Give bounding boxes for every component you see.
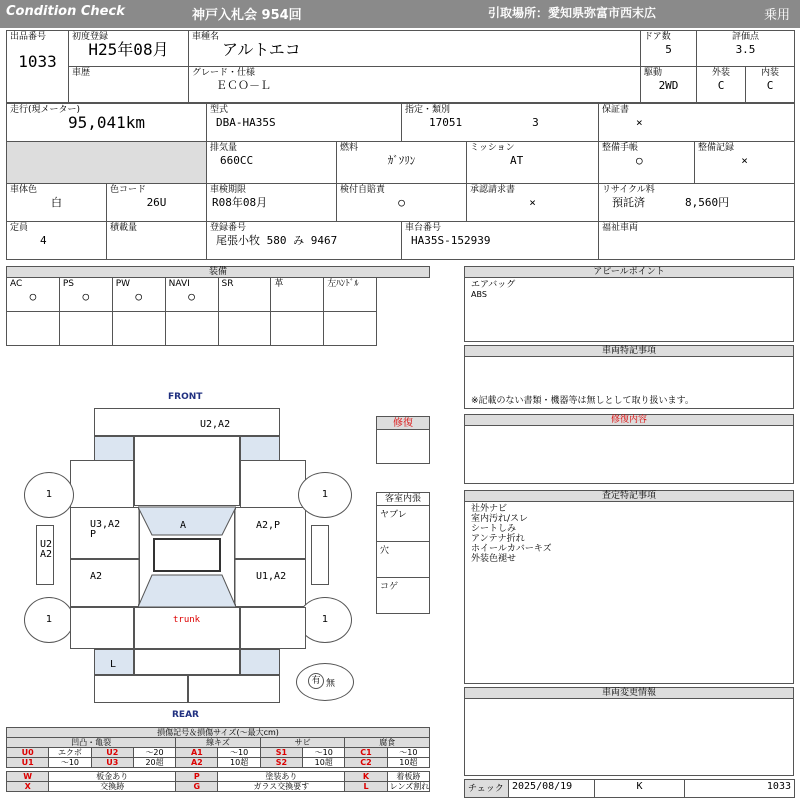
repair-title: 修復 (376, 416, 430, 430)
score-value: 3.5 (735, 43, 756, 56)
recycle-label: リサイクル料 (602, 185, 655, 195)
mileage-label: 走行(現メーター) (10, 105, 81, 115)
legend-cell: K (345, 772, 387, 782)
capacity-value: 4 (40, 234, 47, 247)
repair-content-box (464, 426, 794, 484)
approval-label: 承認請求書 (470, 185, 516, 195)
check-row (464, 779, 795, 798)
legend-cell: ～10 (218, 748, 260, 758)
legend-cell: U2 (91, 748, 133, 758)
equip-label: 左ﾊﾝﾄﾞﾙ (327, 279, 359, 289)
maint-value: × (741, 154, 748, 167)
tire-rear-right[interactable]: 1 (298, 597, 352, 643)
color-code-value: 26U (146, 196, 167, 209)
legend-cell: C1 (345, 748, 387, 758)
insurance-value: ○ (398, 196, 405, 209)
doors-label: ドア数 (644, 32, 671, 42)
equip-value: ○ (82, 290, 90, 303)
legend-cell: W (7, 772, 49, 782)
appeal-box (464, 278, 794, 342)
rear-label: REAR (172, 710, 199, 720)
equip-cell-1 (59, 278, 112, 312)
equipment-title: 装備 (6, 266, 430, 278)
assessment-line: 外装色褪せ (471, 554, 517, 564)
equip-cell-3 (165, 278, 218, 312)
repair-content-title: 修復内容 (464, 414, 794, 426)
left-rear-door[interactable] (70, 559, 140, 607)
legend-cell: 10超 (387, 758, 429, 768)
right-front-door[interactable] (234, 507, 306, 559)
legend-cell: C2 (345, 758, 387, 768)
tire-rear-left[interactable]: 1 (24, 597, 74, 643)
hood[interactable] (134, 436, 240, 506)
rear-right-corner[interactable] (240, 649, 280, 675)
manual-value: ○ (636, 154, 643, 167)
right-front-door-marks: A2,P (256, 520, 281, 531)
front-bumper[interactable] (94, 408, 280, 436)
legend-cell: U1 (7, 758, 49, 768)
repair-box (376, 430, 430, 464)
color-value: 白 (51, 196, 62, 209)
special-title: 車両特記事項 (464, 345, 794, 357)
equip-label: PS (62, 279, 75, 289)
left-side-marks: U2 A2 (40, 539, 53, 560)
right-rear-quarter[interactable] (240, 607, 306, 649)
rear-panel[interactable] (134, 649, 240, 675)
displacement-value: 660CC (220, 154, 254, 167)
model-name-label: 車種名 (192, 32, 220, 42)
assessment-line: 社外ナビ (471, 504, 508, 514)
lot-number: 1033 (18, 52, 57, 71)
type-value: DBA-HA35S (216, 116, 276, 129)
cabin-outline (138, 505, 236, 609)
insurance-label: 検付自賠責 (340, 185, 386, 195)
legend-cell: S1 (260, 748, 302, 758)
legend-cell: L (345, 782, 387, 792)
warranty-label: 保証書 (602, 105, 630, 115)
designation-label: 指定・類別 (405, 105, 451, 115)
manual-label: 整備手帳 (602, 143, 639, 153)
inspection-label: 車検期限 (210, 185, 247, 195)
cabin-item: コゲ (380, 582, 399, 592)
transmission-value: AT (510, 154, 524, 167)
legend-cell: A1 (176, 748, 218, 758)
model-name: アルトエコ (222, 40, 301, 59)
check-code: K (595, 780, 685, 798)
legend-cell: 交換跡 (49, 782, 176, 792)
spec-table (6, 103, 795, 260)
exterior-label: 外装 (711, 68, 730, 78)
equip-cell-0 (7, 278, 60, 312)
assessment-line: シートしみ (471, 524, 517, 534)
front-right-corner[interactable] (240, 436, 280, 461)
lot-label: 出品番号 (10, 32, 47, 42)
interior-grade: C (766, 79, 774, 92)
welfare-label: 福祉車両 (602, 223, 639, 233)
legend-cell: 板金あり (49, 772, 176, 782)
equip-label: PW (115, 279, 131, 289)
displacement-label: 排気量 (210, 143, 238, 153)
damage-legend (6, 727, 430, 792)
legend-group-rust: サビ (260, 738, 345, 748)
legend-cell: ～10 (303, 748, 345, 758)
front-left-corner[interactable] (94, 436, 134, 461)
plate-label: 登録番号 (210, 223, 247, 233)
special-box (464, 357, 794, 409)
legend-cell: A2 (176, 758, 218, 768)
legend-cell: 塗装あり (218, 772, 345, 782)
equip-cell-6 (324, 278, 377, 312)
legend-cell: レンズ割れ (387, 782, 429, 792)
load-label: 積載量 (110, 223, 138, 233)
legend-cell: U0 (7, 748, 49, 758)
cabin-panel (376, 492, 430, 614)
assessment-title: 査定特記事項 (464, 490, 794, 502)
spare-tire[interactable] (296, 663, 354, 701)
legend-cell: ～10 (387, 748, 429, 758)
legend-title: 損傷記号＆損傷サイズ(～最大cm) (7, 728, 430, 738)
doors-value: 5 (665, 43, 672, 56)
drive-value: 2WD (658, 79, 679, 92)
drive-label: 駆動 (644, 68, 663, 78)
grade-value: ＥＣＯ－Ｌ (216, 79, 271, 92)
auction-name: 神戸入札会 954回 (192, 8, 302, 23)
equip-cell-5 (271, 278, 324, 312)
left-rear-quarter[interactable] (70, 607, 134, 649)
fuel-label: 燃料 (340, 143, 359, 153)
change-box (464, 699, 794, 776)
tire-front-left[interactable]: 1 (24, 472, 74, 518)
equip-label: 革 (274, 279, 284, 289)
cabin-item: ヤブレ (377, 506, 429, 542)
legend-cell: 着板跡 (387, 772, 429, 782)
assessment-line: アンテナ折れ (471, 534, 525, 544)
recycle-fee: 8,560円 (685, 196, 730, 209)
rear-window[interactable] (138, 575, 236, 607)
left-rear-door-marks: A2 (90, 571, 103, 582)
color-code-label: 色コード (110, 185, 147, 195)
hood-marks: U2,A2 (200, 419, 231, 430)
legend-cell: エクボ (49, 748, 91, 758)
roof[interactable] (154, 539, 220, 571)
vehicle-category: 乗用 (764, 8, 791, 23)
header-title: Condition Check (6, 4, 125, 19)
transmission-label: ミッション (470, 143, 515, 153)
equip-value: ○ (135, 290, 142, 303)
score-label: 評価点 (731, 32, 759, 42)
history-label: 車歴 (72, 68, 91, 78)
spare-no: 無 (326, 679, 336, 689)
right-side-panel[interactable] (311, 525, 329, 585)
right-rear-door-marks: U1,A2 (256, 571, 287, 582)
header-bar (0, 0, 800, 28)
vehicle-info-table (6, 30, 795, 103)
rear-bumper-left[interactable] (94, 675, 188, 703)
legend-cell: S2 (260, 758, 302, 768)
windshield-marks: A (180, 520, 187, 531)
assessment-line: 室内汚れ/スレ (471, 514, 529, 524)
legend-cell: 10超 (303, 758, 345, 768)
legend-cell: ～10 (49, 758, 91, 768)
interior-label: 内装 (760, 68, 779, 78)
plate-value: 尾張小牧 580 み 9467 (216, 234, 338, 247)
classification-value: 3 (532, 116, 539, 129)
mileage-value: 95,041km (67, 113, 146, 132)
windshield[interactable] (138, 507, 236, 535)
cabin-title: 客室内張 (377, 493, 429, 506)
color-label: 車体色 (10, 185, 38, 195)
special-note: ※記載のない書類・機器等は無しとして取り扱います。 (471, 396, 694, 406)
legend-cell: U3 (91, 758, 133, 768)
legend-group-corrosion: 腐食 (345, 738, 430, 748)
rear-left-marks: L (110, 659, 117, 670)
equip-cell-2 (112, 278, 165, 312)
legend-cell: X (7, 782, 49, 792)
cabin-item: 穴 (377, 542, 429, 578)
front-label: FRONT (168, 392, 203, 402)
legend-cell: G (176, 782, 218, 792)
equip-value: ○ (29, 290, 37, 303)
left-front-door-marks: U3,A2 P (90, 519, 121, 540)
legend-group-dent: 凹凸・亀裂 (7, 738, 176, 748)
trunk-label: trunk (173, 615, 201, 625)
legend-group-scratch: 線キズ (176, 738, 261, 748)
first-registration: H25年08月 (88, 40, 169, 59)
chassis-value: HA35S-152939 (411, 234, 491, 247)
check-lot: 1033 (685, 780, 795, 798)
chassis-label: 車台番号 (405, 223, 442, 233)
pickup-location: 引取場所：愛知県弥富市西末広 (488, 6, 657, 20)
trunk-lid[interactable] (134, 607, 240, 649)
exterior-grade: C (717, 79, 725, 92)
change-title: 車両変更情報 (464, 687, 794, 699)
equipment-table (6, 277, 430, 346)
assessment-box (464, 502, 794, 684)
equip-value: ○ (188, 290, 195, 303)
equip-label: AC (10, 279, 23, 289)
recycle-status: 預託済 (612, 196, 646, 209)
right-rear-door[interactable] (234, 559, 306, 607)
check-date: 2025/08/19 (509, 780, 595, 798)
rear-bumper-right[interactable] (188, 675, 280, 703)
capacity-label: 定員 (10, 223, 29, 233)
grade-label: グレード・仕様 (192, 68, 256, 78)
legend-cell: 10超 (218, 758, 260, 768)
type-label: 型式 (210, 105, 229, 115)
equip-label: SR (221, 279, 234, 289)
first-reg-label: 初度登録 (72, 32, 109, 42)
appeal-title: アピールポイント (464, 266, 794, 278)
warranty-value: × (636, 116, 643, 129)
appeal-line-2: ABS (471, 290, 487, 299)
assessment-line: ホイールカバーキズ (471, 544, 552, 554)
equip-cell-4 (218, 278, 271, 312)
approval-value: × (529, 196, 536, 209)
inspection-value: R08年08月 (212, 196, 268, 209)
equip-label: NAVI (168, 279, 190, 289)
legend-cell: 20超 (133, 758, 175, 768)
fuel-value: ｶﾞｿﾘﾝ (387, 154, 416, 167)
spare-yes: 有 (308, 673, 324, 689)
maint-label: 整備記録 (698, 143, 735, 153)
tire-front-right[interactable]: 1 (298, 472, 352, 518)
check-label: チェック (465, 780, 509, 798)
legend-cell: ～20 (133, 748, 175, 758)
legend-cell: ガラス交換要す (218, 782, 345, 792)
legend-cell: P (176, 772, 218, 782)
appeal-line-1: エアバッグ (471, 280, 516, 290)
designation-value: 17051 (429, 116, 463, 129)
